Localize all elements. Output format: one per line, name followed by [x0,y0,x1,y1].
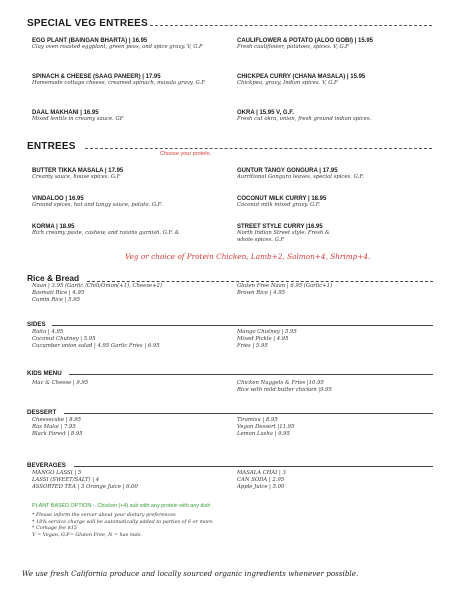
sides-list-right [237,329,297,351]
heading-rule [69,374,433,375]
item-name: GUNTUR TANGY GONGURA | 17.95 [237,168,338,174]
item-name: CHICKPEA CURRY (CHANA MASALA) | 15.95 [237,74,366,80]
list-item: Mixed Pickle | 4.95 [237,336,289,343]
footnote-list [32,512,214,538]
rice-list-right [237,283,332,297]
menu-item [32,168,212,181]
footnote: * 18% service charge will be automatically added to parties of 6 or more. [32,518,214,525]
closing-statement: We use fresh California produce and locally sourced organic ingredients whenever possible. [22,569,359,578]
heading-rule [150,25,432,26]
menu-item [237,38,437,51]
menu-item [32,224,232,237]
item-name: BUTTER TIKKA MASALA | 17.95 [32,168,124,174]
list-item: Chicken Nuggets & Fries |10.95 [237,380,324,386]
special-veg-heading: SPECIAL VEG ENTREES [27,18,148,29]
list-item: Cumin Rice | 5.95 [32,297,81,304]
kids-list-left [32,380,88,387]
item-name: STREET STYLE CURRY |16.95 [237,224,323,230]
item-name: SPINACH & CHEESE (SAAG PANEER) | 17.95 [32,74,161,80]
heading-rule [64,413,433,414]
list-item: Gluten Free Naan | 6.95 (Garlic+1) [237,283,333,289]
list-item: Black Forest | 8.95 [32,431,83,438]
item-desc: Mixed lentils in creamy sauce. GF [32,116,124,122]
item-name: COCONUT MILK CURRY | 18.95 [237,196,327,202]
item-name: DAAL MAKHANI | 16.95 [32,110,99,116]
plant-based-option: PLANT BASED OPTION :- Chicken (+4) sub with any protein with any dish [32,503,211,509]
rice-list-left [32,283,162,305]
list-item: Naan | 3.95 (Garlic /Chili/Onion(+1), Cheese+2) [32,283,162,289]
item-desc: Fresh cut okra, onion, fresh ground indian spices. [237,116,372,122]
item-name: EGG PLANT (BAINGAN BHARTA) | 16.95 [32,38,148,44]
list-item: ASSORTED TEA | 3 Orange Juice | 6.00 [32,484,138,491]
item-name: VINDALOO | 16.95 [32,196,84,202]
protein-note: Choose your protein. [160,151,212,157]
list-item: LASSI (SWEET/SALT) | 4 [32,477,100,484]
menu-item [32,110,212,123]
list-item: Basmati Rice | 4.95 [32,290,85,297]
dessert-list-right [237,417,294,439]
rice-bread-heading: Rice & Bread [27,273,80,283]
beverages-list-right [237,470,286,492]
menu-item [237,74,437,87]
menu-item [32,74,222,87]
item-name: OKRA | 15.95 V, G.F. [237,110,294,116]
list-item: MASALA CHAI | 3 [237,470,286,476]
list-item: Lemon Lasha | 9.95 [237,431,290,438]
list-item: Cucumber onion salad | 4.95 Garlic Fries | 6.95 [32,343,160,350]
dessert-list-left [32,417,83,439]
list-item: CAN SODA | 2.95 [237,477,285,484]
item-desc: Homemade cottage cheese, creamed spinach, masala gravy. G.F [32,80,205,86]
list-item: Raita | 4.95 [32,329,64,335]
menu-item [237,224,332,244]
heading-rule [85,148,432,149]
item-desc: Fresh cauliflower, potatoes, spices. V, G.F [237,44,349,50]
item-desc: Coconut milk mixed gravy. G.F. [237,202,321,208]
list-item: Coconut Chutney | 5.95 [32,336,96,343]
heading-rule [74,466,433,467]
footnote: * Please inform the server about your dietary preferences [32,512,176,518]
list-item: Tiramisu | 8.95 [237,417,278,423]
menu-item [237,110,437,123]
list-item: Rice with mild butter chicken |9.95 [237,387,332,394]
kids-heading: KIDS MENU [27,370,62,377]
menu-item [32,38,212,51]
menu-item [237,196,437,209]
heading-rule [52,325,433,326]
kids-list-right [237,380,332,394]
item-name: KORMA | 18.95 [32,224,75,230]
dessert-heading: DESSERT [27,409,57,416]
list-item: Vegan Dessert |11.95 [237,424,295,431]
list-item: Fries | 5.95 [237,343,268,350]
list-item: Apple Juice | 5.00 [237,484,285,491]
list-item: Brown Rice | 4.95 [237,290,285,297]
item-desc: Creamy sauce, house spices. G.F [32,174,121,180]
beverages-list-left [32,470,138,492]
item-desc: Clay oven roasted eggplant, green peas, and spice gravy. V, G.F [32,44,203,50]
menu-item [32,196,212,209]
item-name: CAULIFLOWER & POTATO (ALOO GOBI) | 15.95 [237,38,374,44]
item-desc: Ground spices, hot and tangy sauce, potato. G.F. [32,202,163,208]
menu-item [237,168,437,181]
list-item: Cheesecake | 8.95 [32,417,82,423]
list-item: Mac & Cheese | 9.95 [32,380,89,386]
beverages-heading: BEVERAGES [27,462,66,469]
sides-list-left [32,329,160,351]
item-desc: Aurritional Gongura leaves, special spices. G.F. [237,174,364,180]
footnote: V = Vegan, G.F= Gluten Free, N = has nuts. [32,531,143,538]
list-item: MANGO LASSI | 5 [32,470,82,476]
sides-heading: SIDES [27,321,46,328]
protein-options: Veg or choice of Protein Chicken, Lamb+2, Salmon+4, Shrimp+4. [125,252,371,261]
item-desc: Rich creamy paste, cashew, and raisins garnish. G.F. & [32,230,180,236]
list-item: Mango Chutney | 5.95 [237,329,297,335]
item-desc: Chickpea, gravy, Indian spices. V, G.F [237,80,338,86]
list-item: Ras Malai | 7.95 [32,424,76,431]
item-desc: North Indian Street style. Fresh & whole spices. G.F [237,230,330,243]
entrees-heading: ENTREES [27,141,76,152]
heading-rule [87,281,433,282]
footnote: * Corkage fee $15 [32,525,77,532]
